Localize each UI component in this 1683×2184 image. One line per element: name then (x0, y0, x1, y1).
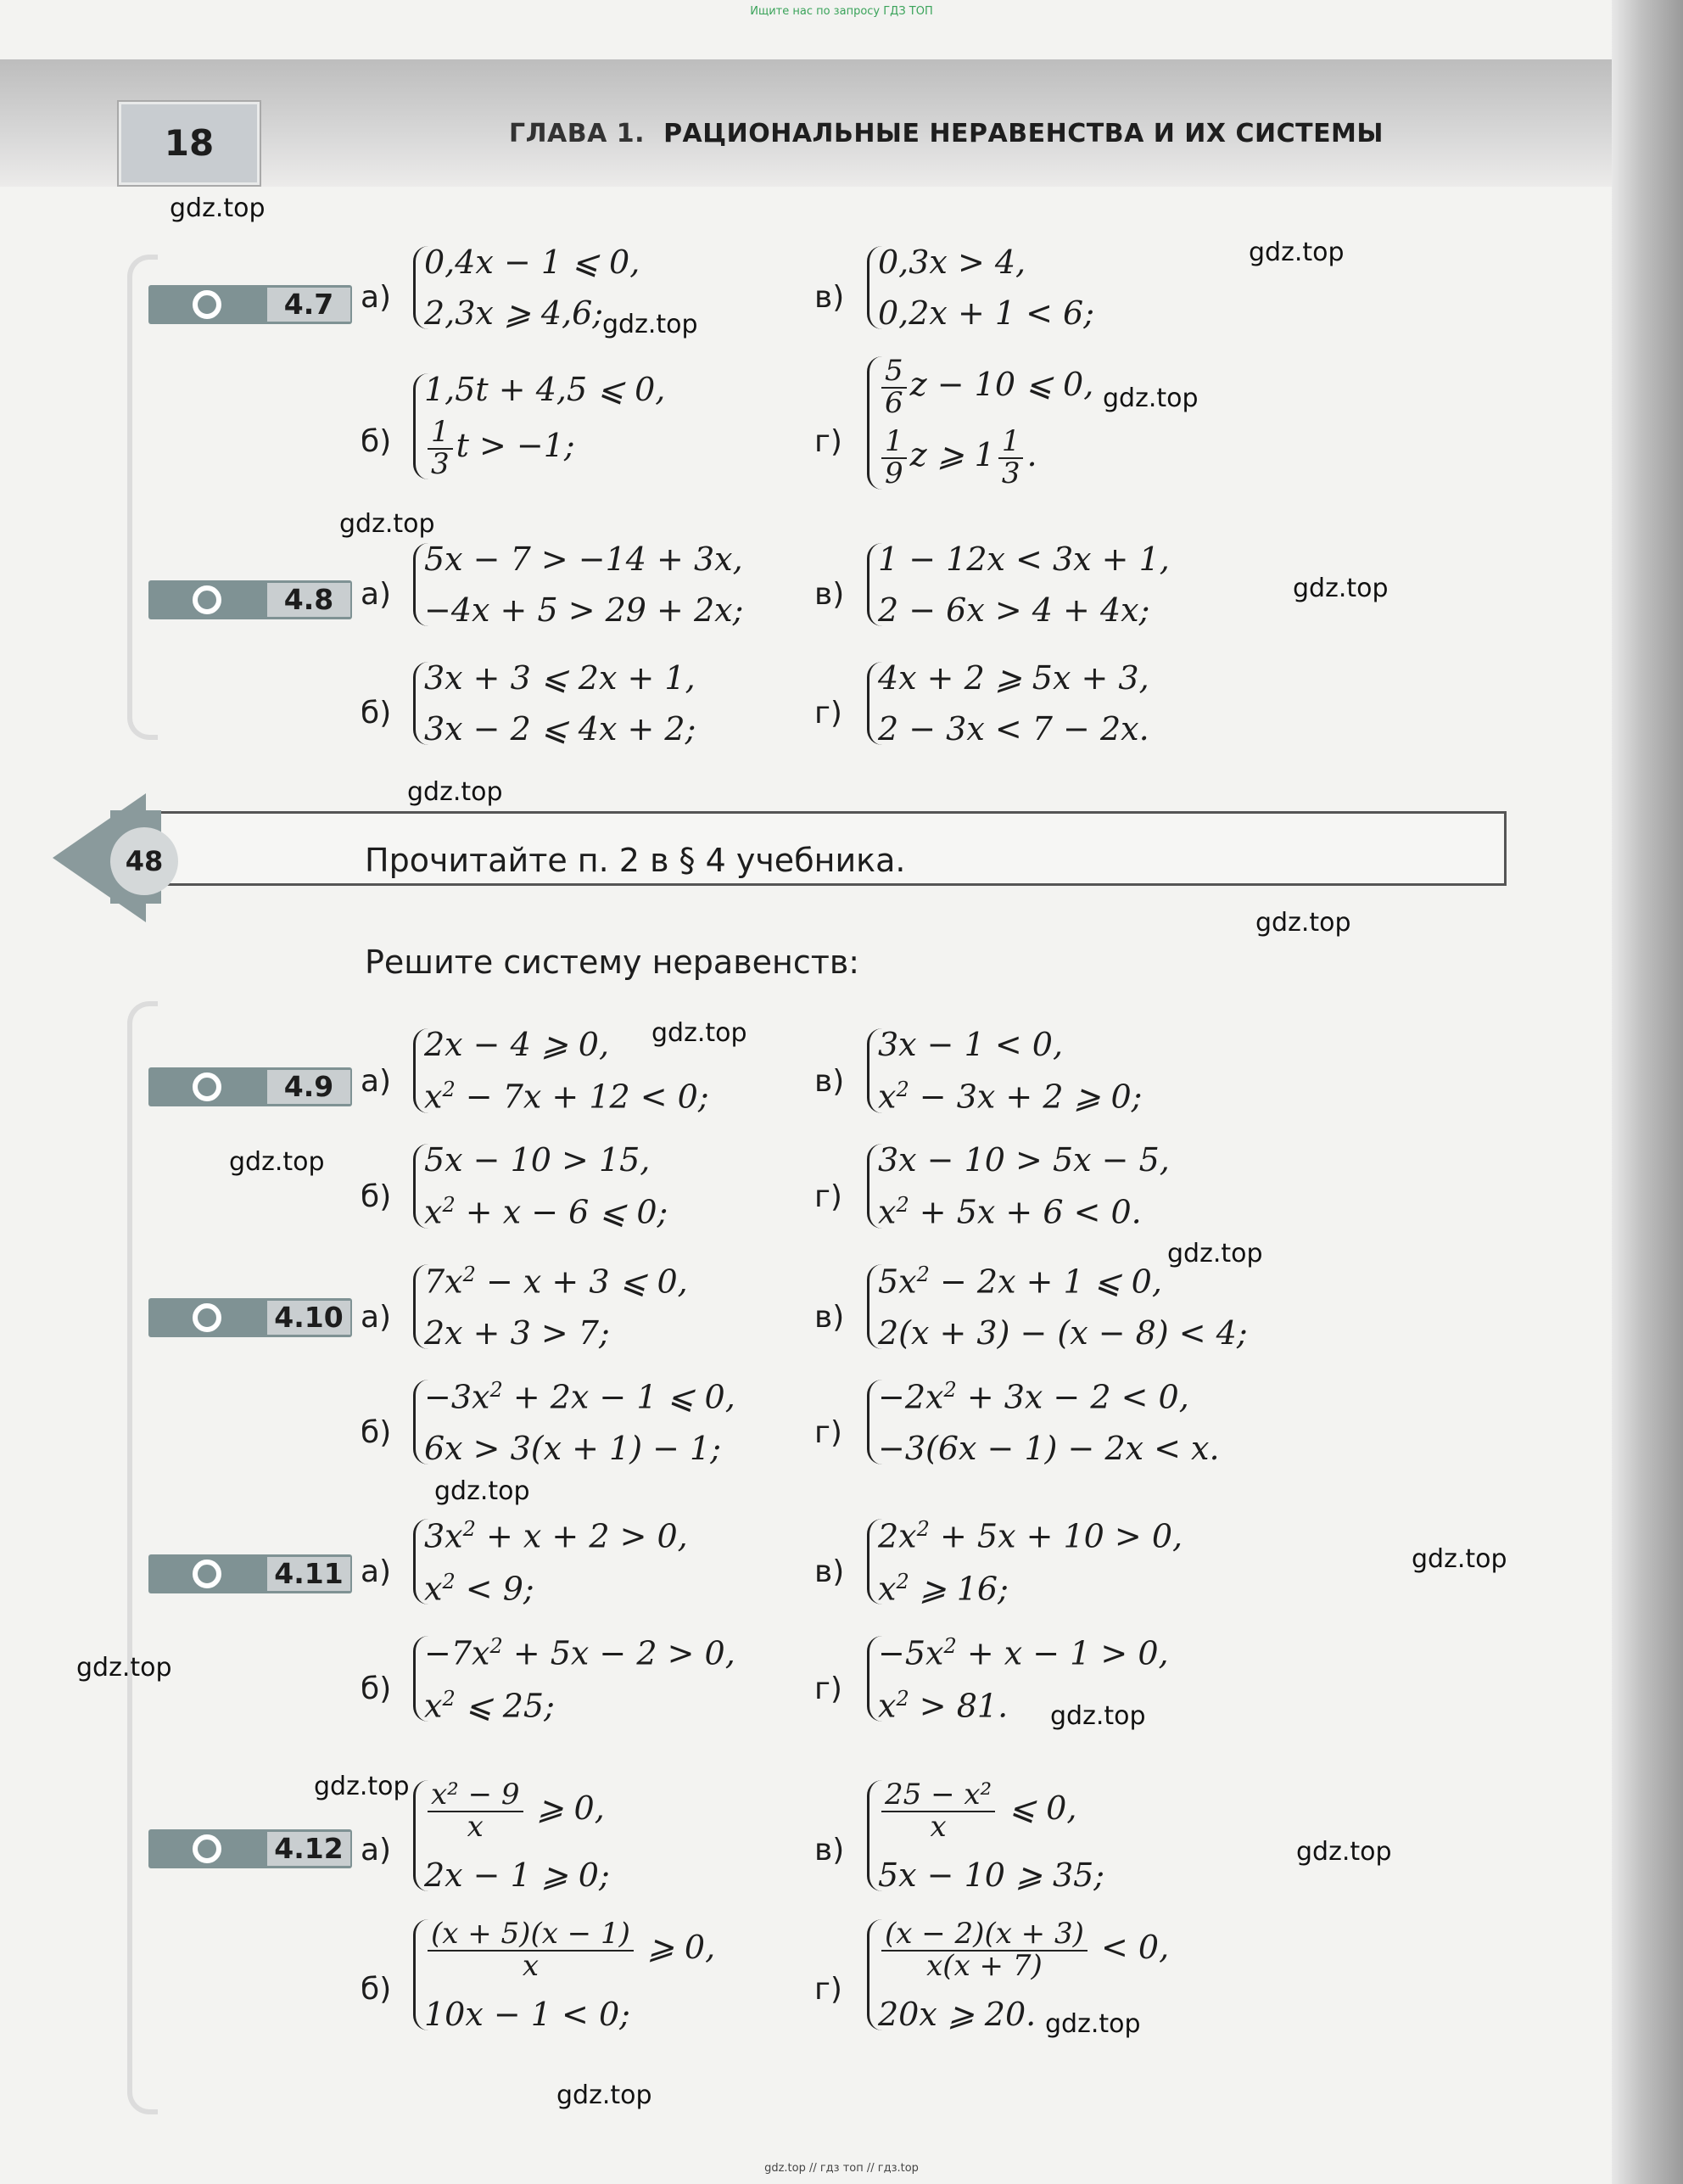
inequality-system (867, 356, 1093, 490)
item-letter: б) (361, 1672, 392, 1706)
inequality-system (413, 1917, 716, 2034)
item-letter: в) (814, 1064, 845, 1099)
item-letter: г) (814, 1972, 842, 2007)
problem-number: 4.11 (267, 1557, 350, 1591)
inequality-system (867, 1378, 1220, 1467)
top-note: Ищите нас по запросу ГДЗ ТОП (750, 5, 933, 18)
equation-line: $3x^2 + x + 2 > 0$, (424, 1517, 688, 1555)
read-instruction: Прочитайте п. 2 в § 4 учебника. (365, 842, 906, 879)
inequality-system (413, 244, 640, 332)
watermark: gdz.top (651, 1018, 747, 1048)
problem-number-tag (148, 1829, 352, 1868)
equation-line: 2,3x ⩾ 4,6; (424, 294, 604, 332)
equation-line: $x^2 - 3x + 2$ ⩾ 0; (878, 1078, 1143, 1116)
equation-line: $x^2 + x - 6$ ⩽ 0; (424, 1193, 668, 1231)
watermark: gdz.top (1255, 908, 1351, 938)
bottom-note: gdz.top // гдз топ // гдз.top (764, 2162, 919, 2175)
circle-icon (193, 585, 221, 614)
chapter-heading (509, 119, 1384, 148)
equation-line: 3x − 2 ⩽ 4x + 2; (424, 710, 696, 748)
watermark: gdz.top (602, 310, 698, 339)
inequality-system (413, 540, 744, 629)
fraction: $\frac{\text{x² − 9}}{x}$ (428, 1780, 523, 1842)
inequality-system (413, 1263, 688, 1352)
solve-instruction: Решите систему неравенств: (365, 944, 860, 981)
inequality-system (867, 1634, 1169, 1725)
item-letter: а) (361, 1064, 392, 1099)
item-letter: в) (814, 280, 845, 315)
watermark: gdz.top (170, 193, 266, 223)
equation-line: $x^2 + 5x + 6 < 0$. (878, 1193, 1142, 1231)
equation-line: 3x + 3 ⩽ 2x + 1, (424, 659, 696, 697)
equation-line: −4x + 5 > 29 + 2x; (424, 591, 744, 629)
inequality-system (867, 659, 1149, 748)
equation-line: −3(6x − 1) − 2x < x. (878, 1429, 1220, 1467)
item-letter: в) (814, 1300, 845, 1335)
inequality-system (867, 1026, 1143, 1116)
problem-number: 4.8 (267, 583, 350, 617)
equation-line: $\frac{5}{6}$ z − 10 ⩽ 0, (878, 356, 1093, 418)
inequality-system (867, 1917, 1170, 2034)
watermark: gdz.top (556, 2080, 652, 2110)
chapter-label: ГЛАВА 1. (509, 119, 646, 148)
item-letter: г) (814, 1672, 842, 1706)
equation-line: 3x − 10 > 5x − 5, (878, 1141, 1170, 1179)
equation-line: $\frac{(x - 2)(x + 3)}{x(x + 7)}$ < 0, (878, 1919, 1169, 1981)
equation-line: 2x − 1 ⩾ 0; (424, 1856, 610, 1895)
equation-line: $x^2 - 7x + 12 < 0$; (424, 1078, 709, 1116)
problem-number-tag (148, 1067, 352, 1106)
equation-line: 6x > 3(x + 1) − 1; (424, 1429, 722, 1467)
item-letter: а) (361, 1833, 392, 1868)
equation-line: 10x − 1 < 0; (424, 1996, 630, 2034)
fraction: $\frac{(x + 5)(x - 1)}{x}$ (428, 1919, 634, 1981)
inequality-system (867, 1517, 1183, 1608)
watermark: gdz.top (229, 1147, 325, 1177)
inequality-system (413, 659, 696, 748)
circle-icon (193, 290, 221, 319)
watermark: gdz.top (1296, 1837, 1392, 1867)
watermark: gdz.top (1249, 238, 1345, 267)
equation-line: 5x − 7 > −14 + 3x, (424, 540, 743, 578)
equation-line: $\frac{1}{9}$ z ⩾ 1 $\frac{1}{3}$ . (878, 427, 1093, 489)
equation-line: $\frac{\text{25 − x²}}{x}$ ⩽ 0, (878, 1780, 1104, 1842)
equation-line: $-2x^2 + 3x - 2 < 0$, (878, 1378, 1189, 1416)
item-letter: г) (814, 696, 842, 731)
equation-line: $x^2$ ⩾ 16; (878, 1569, 1009, 1608)
item-letter: в) (814, 1833, 845, 1868)
item-letter: а) (361, 280, 392, 315)
equation-line: 20x ⩾ 20. (878, 1996, 1037, 2034)
page-edge-shadow (1612, 0, 1683, 2184)
equation-line: 3x − 1 < 0, (878, 1026, 1064, 1063)
fraction: $\frac{1}{9}$ (881, 427, 907, 489)
inequality-system (413, 1778, 610, 1895)
equation-line: 5x − 10 > 15, (424, 1141, 651, 1179)
equation-line: $x^2 < 9$; (424, 1569, 534, 1608)
watermark: gdz.top (339, 509, 435, 539)
equation-line: 0,3x > 4, (878, 244, 1026, 281)
item-letter: б) (361, 1972, 392, 2007)
circle-icon (193, 1072, 221, 1101)
item-letter: а) (361, 577, 392, 612)
watermark: gdz.top (1045, 2009, 1141, 2039)
equation-line: $-5x^2 + x - 1 > 0$, (878, 1634, 1169, 1672)
inequality-system (413, 1517, 688, 1608)
equation-line: $-7x^2 + 5x - 2 > 0$, (424, 1634, 735, 1672)
fraction: $\frac{(x - 2)(x + 3)}{x(x + 7)}$ (881, 1919, 1088, 1981)
equation-line: 1,5t + 4,5 ⩽ 0, (424, 371, 666, 408)
problem-number-tag (148, 1554, 352, 1593)
watermark: gdz.top (76, 1653, 172, 1683)
inequality-system (413, 1141, 668, 1231)
fraction: $\frac{5}{6}$ (881, 356, 907, 418)
equation-line: 5x − 10 ⩾ 35; (878, 1856, 1105, 1895)
equation-line: 0,4x − 1 ⩽ 0, (424, 244, 640, 281)
inequality-system (867, 244, 1095, 332)
equation-line: 2x − 4 ⩾ 0, (424, 1026, 610, 1063)
circle-icon (193, 1303, 221, 1332)
equation-line: 2 − 6x > 4 + 4x; (878, 591, 1150, 629)
equation-line: 2(x + 3) − (x − 8) < 4; (878, 1313, 1248, 1352)
inequality-system (867, 1778, 1105, 1895)
equation-line: $-3x^2 + 2x - 1$ ⩽ 0, (424, 1378, 735, 1416)
inequality-system (413, 1634, 735, 1725)
problem-number-tag (148, 1298, 352, 1337)
item-letter: г) (814, 1415, 842, 1450)
chapter-title: РАЦИОНАЛЬНЫЕ НЕРАВЕНСТВА И ИХ СИСТЕМЫ (663, 119, 1384, 148)
inequality-system (413, 1026, 709, 1116)
item-letter: б) (361, 1415, 392, 1450)
equation-line: $\frac{(x + 5)(x - 1)}{x}$ ⩾ 0, (424, 1919, 715, 1981)
item-letter: б) (361, 696, 392, 731)
equation-line: 2x + 3 > 7; (424, 1313, 610, 1352)
item-letter: г) (814, 424, 842, 459)
watermark: gdz.top (1050, 1701, 1146, 1731)
item-letter: а) (361, 1300, 392, 1335)
problem-number: 4.12 (267, 1832, 350, 1866)
problem-number: 4.10 (267, 1301, 350, 1335)
problem-number: 4.9 (267, 1070, 350, 1104)
inequality-system (413, 373, 665, 479)
page-number: 18 (119, 102, 260, 185)
problem-number-tag (148, 285, 352, 324)
item-letter: в) (814, 1554, 845, 1589)
watermark: gdz.top (1293, 574, 1389, 603)
problem-number: 4.7 (267, 288, 350, 322)
equation-line: $5x^2 - 2x + 1$ ⩽ 0, (878, 1263, 1162, 1301)
item-letter: в) (814, 577, 845, 612)
fraction: $\frac{1}{3}$ (428, 417, 453, 479)
item-letter: б) (361, 1179, 392, 1214)
equation-line: $\frac{\text{x² − 9}}{x}$ ⩾ 0, (424, 1780, 610, 1842)
equation-line: $7x^2 - x + 3$ ⩽ 0, (424, 1263, 688, 1301)
equation-line: $x^2 > 81$. (878, 1686, 1009, 1725)
item-letter: а) (361, 1554, 392, 1589)
item-letter: г) (814, 1179, 842, 1214)
watermark: gdz.top (407, 777, 503, 807)
equation-line: 4x + 2 ⩾ 5x + 3, (878, 659, 1149, 697)
circle-icon (193, 1834, 221, 1863)
inequality-system (413, 1378, 735, 1467)
inequality-system (867, 1263, 1248, 1352)
watermark: gdz.top (434, 1476, 530, 1506)
item-letter: б) (361, 424, 392, 459)
watermark: gdz.top (1167, 1239, 1263, 1268)
section-bracket-top (127, 255, 158, 740)
section-number: 48 (110, 827, 178, 895)
inequality-system (867, 1141, 1170, 1231)
watermark: gdz.top (314, 1772, 410, 1801)
equation-line: $2x^2 + 5x + 10 > 0$, (878, 1517, 1183, 1555)
equation-line: $\frac{1}{3}$ t > −1; (424, 417, 665, 479)
fraction: $\frac{1}{3}$ (998, 427, 1024, 489)
watermark: gdz.top (1103, 384, 1199, 413)
equation-line: 0,2x + 1 < 6; (878, 294, 1095, 332)
watermark: gdz.top (1412, 1544, 1507, 1574)
equation-line: 2 − 3x < 7 − 2x. (878, 710, 1149, 748)
problem-number-tag (148, 580, 352, 619)
inequality-system (867, 540, 1170, 629)
fraction: $\frac{\text{25 − x²}}{x}$ (881, 1780, 995, 1842)
equation-line: 1 − 12x < 3x + 1, (878, 540, 1170, 578)
circle-icon (193, 1560, 221, 1588)
equation-line: $x^2$ ⩽ 25; (424, 1686, 555, 1725)
